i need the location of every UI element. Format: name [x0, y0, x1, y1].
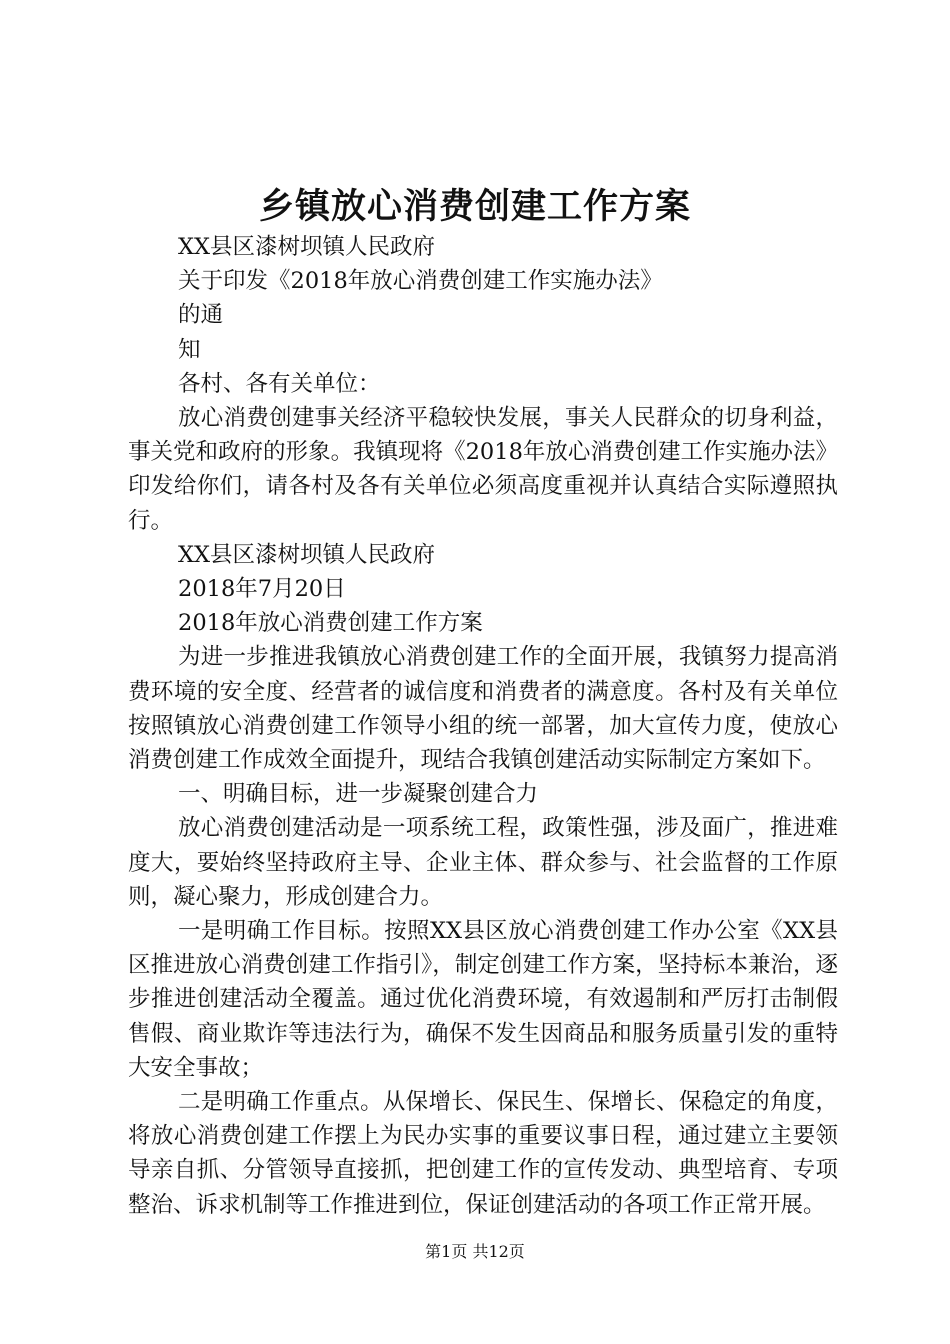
salutation: 各村、各有关单位：	[178, 370, 381, 397]
document-body	[128, 230, 838, 1222]
paragraph-goal: 一是明确工作目标。按照XX县区放心消费创建工作办公室《XX县区推进放心消费创建工作指引》，制定创建工作方案，坚持标本兼治，逐步推进创建活动全覆盖。通过优化消费环境，有效遏制和严厉打击制假售假、商业欺诈等违法行为，确保不发生因商品和服务质量引发的重特大安全事故；	[128, 918, 838, 1081]
section-heading-1: 一、明确目标，进一步凝聚创建合力	[178, 781, 539, 808]
issuer-line: XX县区漆树坝镇人民政府	[178, 234, 436, 260]
plan-title: 2018年放心消费创建工作方案	[178, 610, 483, 637]
signature-date: 2018年7月20日	[178, 576, 346, 603]
paragraph-plan-overview: 为进一步推进我镇放心消费创建工作的全面开展，我镇努力提高消费环境的安全度、经营者的诚信度和消费者的满意度。各村及有关单位按照镇放心消费创建工作领导小组的统一部署，加大宣传力度，使放心消费创建工作成效全面提升，现结合我镇创建活动实际制定方案如下。	[128, 644, 838, 774]
paragraph-focus: 二是明确工作重点。从保增长、保民生、保增长、保稳定的角度，将放心消费创建工作摆上为民办实事的重要议事日程，通过建立主要领导亲自抓、分管领导直接抓，把创建工作的宣传发动、典型培育、专项整治、诉求机制等工作推进到位，保证创建活动的各项工作正常开展。	[128, 1089, 838, 1218]
signature-org: XX县区漆树坝镇人民政府	[178, 541, 436, 568]
notice-subject-line-cont: 的通	[178, 302, 224, 329]
document-title: 乡镇放心消费创建工作方案	[258, 186, 691, 227]
notice-subject-line: 关于印发《2018年放心消费创建工作实施办法》	[178, 268, 663, 295]
notice-subject-line-end: 知	[178, 336, 201, 363]
paragraph-section-1: 放心消费创建活动是一项系统工程，政策性强，涉及面广，推进难度大，要始终坚持政府主导、企业主体、群众参与、社会监督的工作原则，凝心聚力，形成创建合力。	[128, 815, 838, 910]
paragraph-intro: 放心消费创建事关经济平稳较快发展，事关人民群众的切身利益，事关党和政府的形象。我镇现将《2018年放心消费创建工作实施办法》印发给你们，请各村及各有关单位必须高度重视并认真结合实际遵照执行。	[128, 405, 838, 534]
page-footer: 第1页 共12页	[425, 1242, 525, 1261]
